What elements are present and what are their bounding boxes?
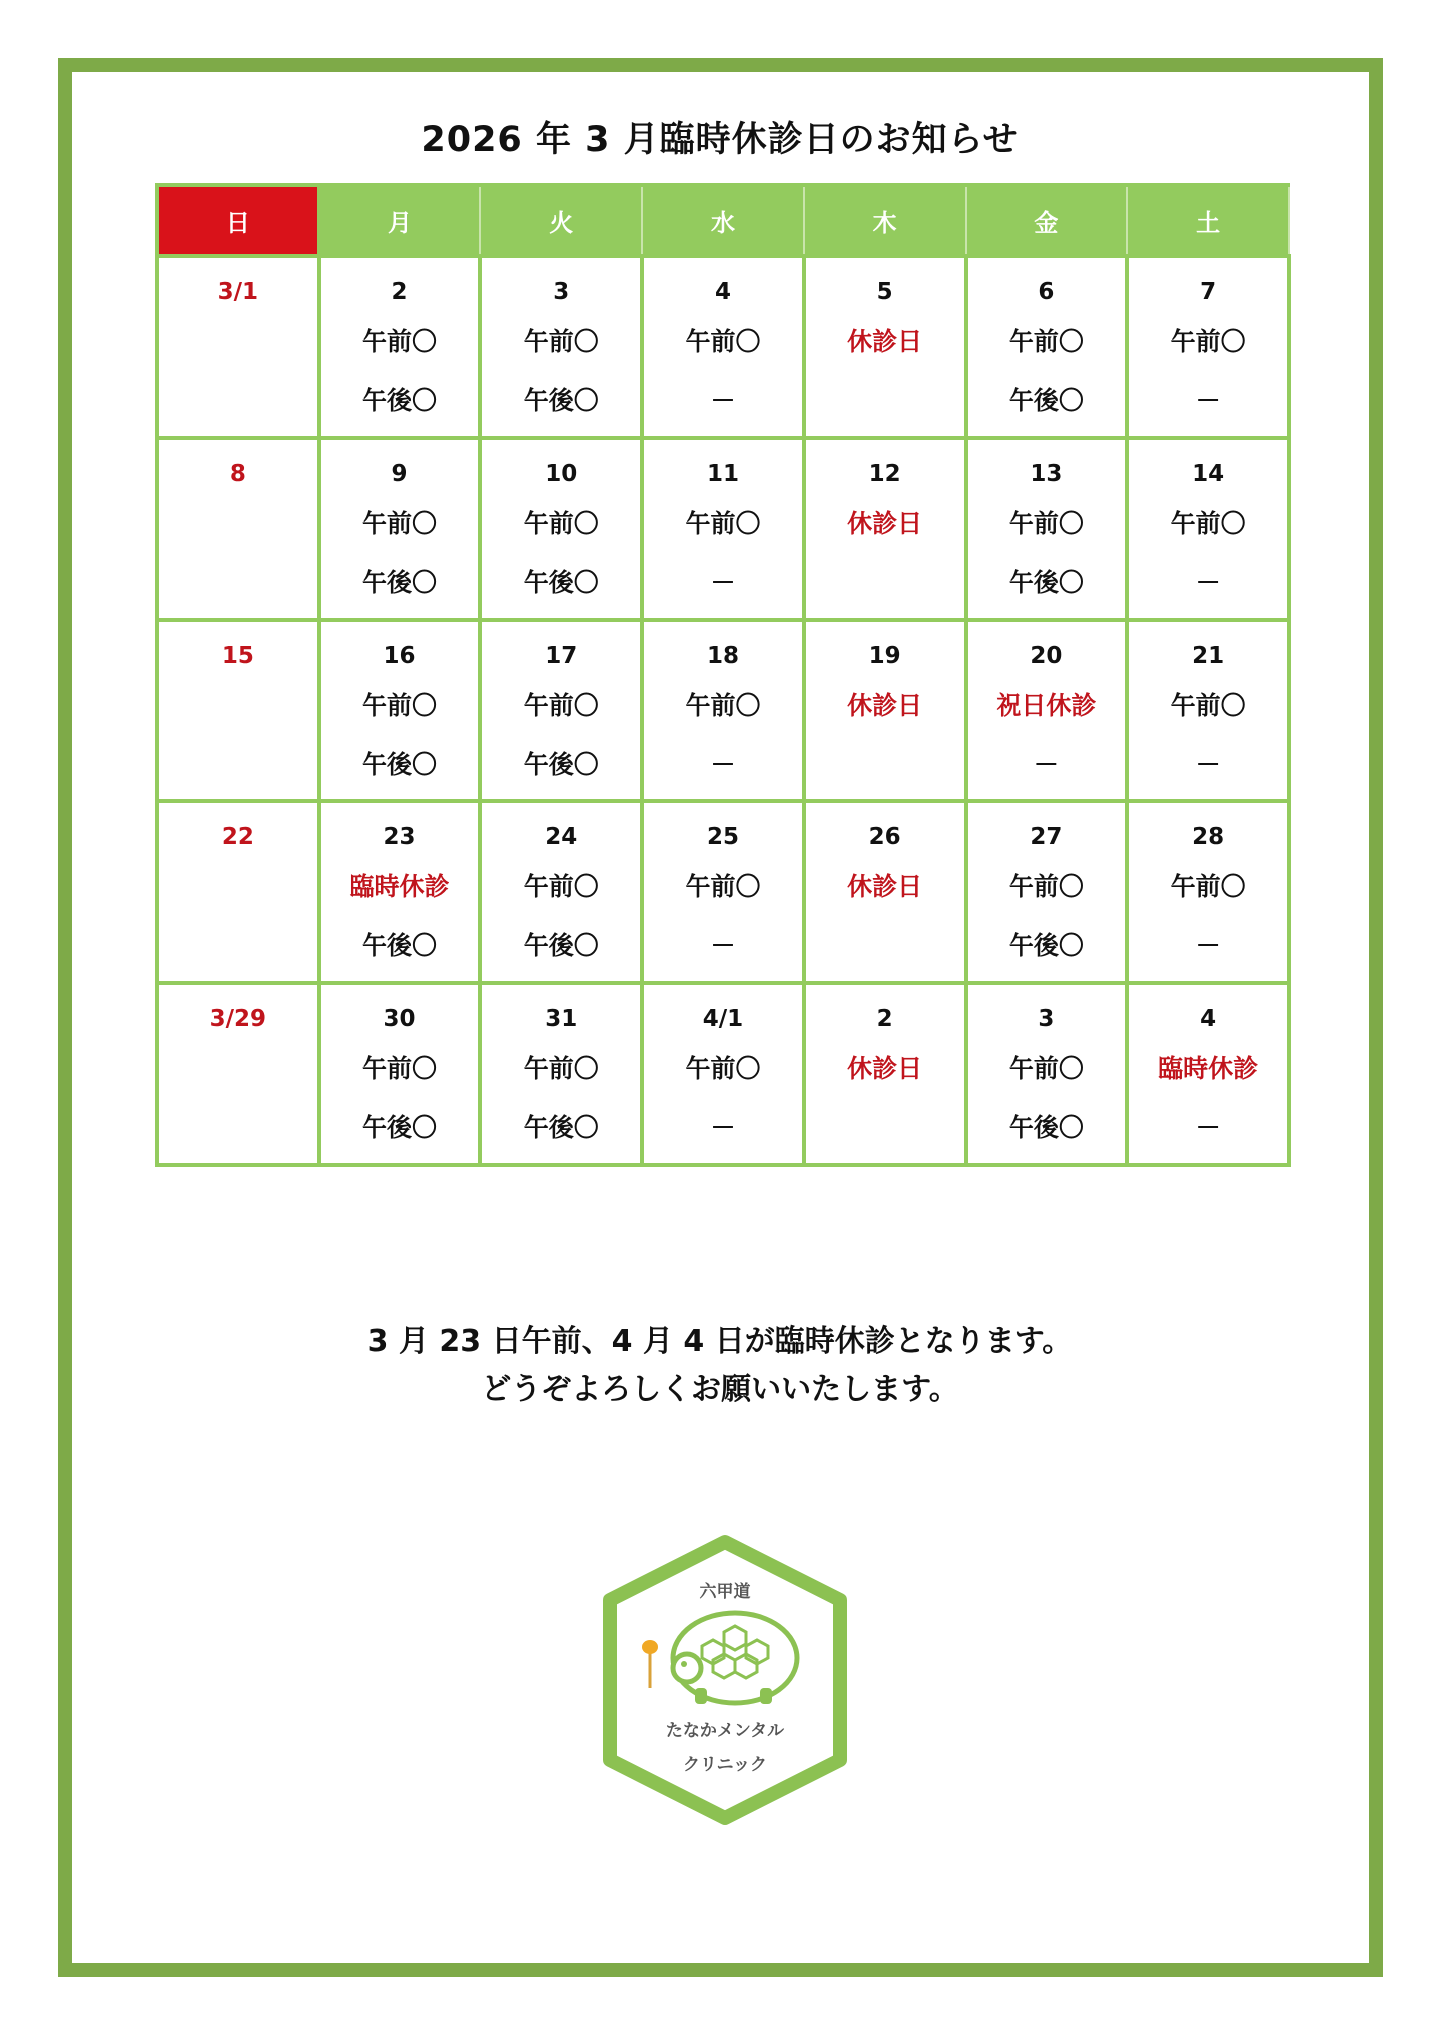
day-number: 3 [553,279,570,305]
calendar-day-cell [157,438,319,620]
logo-top-text: 六甲道 [699,1582,751,1602]
day-number: 30 [383,1006,416,1033]
day-number: 28 [1192,824,1225,851]
closed-label: 休診日 [847,690,923,720]
calendar-week-row [157,801,1289,983]
notice-line-1: 3 月 23 日午前、4 月 4 日が臨時休診となります。 [367,1324,1073,1359]
weekday-header-sun: 日 [157,185,319,256]
day-number: 2 [876,1006,893,1033]
morning-status: 午前〇 [1008,1054,1084,1084]
day-number: 3/1 [217,279,259,305]
day-number: 19 [868,642,901,669]
calendar-day-cell [1127,620,1289,802]
day-number: 3 [1038,1006,1055,1033]
calendar-week-row [157,620,1289,802]
weekday-header-tue: 火 [480,185,642,256]
day-number: 4/1 [702,1006,744,1033]
calendar-day-cell [1127,801,1289,983]
morning-status: 午前〇 [1008,327,1084,356]
calendar-day-cell [480,620,642,802]
day-number: 18 [706,642,739,669]
calendar-day-cell [804,983,966,1165]
day-number: 15 [221,642,254,669]
afternoon-status: － [1195,1113,1221,1143]
calendar-day-cell [1127,438,1289,620]
afternoon-status [806,916,964,975]
calendar-day-cell [966,256,1128,438]
logo-name-line-2: クリニック [683,1755,767,1775]
calendar-day-cell [1127,983,1289,1165]
calendar-day-cell [480,438,642,620]
afternoon-status [806,1098,964,1157]
day-number: 4 [1200,1006,1217,1033]
day-number: 7 [1200,279,1217,305]
morning-status [159,312,317,371]
weekday-header-sat: 土 [1127,185,1289,256]
day-number: 14 [1192,460,1225,487]
afternoon-status: － [1195,749,1221,779]
day-number: 31 [545,1006,578,1033]
morning-status [159,676,317,735]
calendar-day-cell [319,801,481,983]
afternoon-status: － [710,1113,736,1143]
calendar-week-row [157,983,1289,1165]
morning-status: 午前〇 [362,327,438,356]
calendar-day-cell [480,801,642,983]
morning-status: 午前〇 [685,327,761,356]
day-number: 26 [868,824,901,851]
afternoon-status: － [710,931,736,961]
day-number: 9 [391,460,408,487]
afternoon-status: － [710,567,736,597]
day-number: 13 [1030,460,1063,487]
morning-status: 午前〇 [523,690,599,720]
day-number: 17 [545,642,578,669]
calendar-day-cell [642,620,804,802]
afternoon-status: 午後〇 [1008,931,1084,961]
morning-status: 午前〇 [1170,327,1246,356]
day-number: 20 [1030,642,1063,669]
afternoon-status: － [1033,749,1059,779]
calendar-day-cell [804,438,966,620]
afternoon-status: － [1195,386,1221,415]
day-number: 22 [221,824,254,851]
afternoon-status: 午後〇 [523,386,599,415]
afternoon-status: 午後〇 [362,567,438,597]
afternoon-status [159,553,317,612]
afternoon-status: 午後〇 [523,1113,599,1143]
day-number: 3/29 [209,1006,267,1033]
closed-label: 臨時休診 [349,872,450,902]
afternoon-status: － [710,749,736,779]
closed-label: 休診日 [847,872,923,902]
calendar-day-cell [966,438,1128,620]
afternoon-status: － [710,386,736,415]
morning-status: 午前〇 [523,1054,599,1084]
afternoon-status: 午後〇 [362,749,438,779]
morning-status: 午前〇 [523,327,599,356]
afternoon-status: 午後〇 [362,386,438,415]
morning-status: 午前〇 [362,508,438,538]
day-number: 2 [391,279,408,305]
calendar-day-cell [319,983,481,1165]
clinic-logo [590,1530,860,1830]
calendar-day-cell [480,983,642,1165]
weekday-header-thu: 木 [804,185,966,256]
morning-status: 午前〇 [1170,872,1246,902]
day-number: 12 [868,460,901,487]
afternoon-status [806,371,964,430]
closed-label: 臨時休診 [1158,1054,1259,1084]
afternoon-status [159,371,317,430]
morning-status: 午前〇 [1008,508,1084,538]
day-number: 24 [545,824,578,851]
weekday-header-fri: 金 [966,185,1128,256]
day-number: 16 [383,642,416,669]
weekday-header-wed: 水 [642,185,804,256]
morning-status: 午前〇 [1008,872,1084,902]
afternoon-status: 午後〇 [362,1113,438,1143]
calendar-day-cell [642,256,804,438]
morning-status: 午前〇 [685,1054,761,1084]
day-number: 4 [714,279,731,305]
afternoon-status: 午後〇 [1008,567,1084,597]
calendar-day-cell [157,620,319,802]
calendar-day-cell [319,620,481,802]
calendar-day-cell [157,983,319,1165]
afternoon-status [159,735,317,794]
calendar-day-cell [642,438,804,620]
calendar-week-row [157,438,1289,620]
closed-label: 休診日 [847,1054,923,1084]
afternoon-status: － [1195,931,1221,961]
morning-status: 午前〇 [685,872,761,902]
calendar-day-cell [1127,256,1289,438]
day-number: 21 [1192,642,1225,669]
morning-status: 午前〇 [523,508,599,538]
morning-status [159,494,317,553]
morning-status: 午前〇 [685,508,761,538]
afternoon-status [806,735,964,794]
day-number: 5 [876,279,893,305]
weekday-header-row [157,185,1289,256]
day-number: 10 [545,460,578,487]
afternoon-status: 午後〇 [523,749,599,779]
closed-label: 休診日 [847,508,923,538]
afternoon-status [159,1098,317,1157]
afternoon-status: － [1195,567,1221,597]
day-number: 8 [229,460,246,487]
morning-status: 午前〇 [523,872,599,902]
afternoon-status: 午後〇 [1008,1113,1084,1143]
day-number: 6 [1038,279,1055,305]
calendar-week-row [157,256,1289,438]
page-title: 2026 年 3 月臨時休診日のお知らせ [421,120,1019,160]
weekday-header-mon: 月 [319,185,481,256]
calendar-day-cell [966,983,1128,1165]
calendar-day-cell [804,801,966,983]
calendar-day-cell [966,620,1128,802]
calendar-day-cell [642,801,804,983]
morning-status: 午前〇 [685,690,761,720]
afternoon-status [806,553,964,612]
calendar-day-cell [319,438,481,620]
logo-name-line-1: たなかメンタル [665,1721,785,1741]
morning-status [159,857,317,916]
calendar-day-cell [804,256,966,438]
afternoon-status: 午後〇 [1008,386,1084,415]
calendar-day-cell [319,256,481,438]
closed-label: 休診日 [847,327,923,356]
notice-line-2: どうぞよろしくお願いいたします。 [481,1372,959,1407]
morning-status: 午前〇 [1170,690,1246,720]
calendar-day-cell [157,801,319,983]
closure-notice [0,1318,1440,1414]
calendar-day-cell [157,256,319,438]
day-number: 25 [706,824,739,851]
morning-status: 午前〇 [362,1054,438,1084]
calendar-day-cell [966,801,1128,983]
closed-label: 祝日休診 [996,690,1097,720]
day-number: 23 [383,824,416,851]
morning-status [159,1039,317,1098]
calendar-table [155,183,1291,1167]
calendar-day-cell [642,983,804,1165]
afternoon-status: 午後〇 [523,567,599,597]
morning-status: 午前〇 [1170,508,1246,538]
calendar-day-cell [480,256,642,438]
morning-status: 午前〇 [362,690,438,720]
afternoon-status [159,916,317,975]
day-number: 11 [706,460,739,487]
day-number: 27 [1030,824,1063,851]
calendar-day-cell [804,620,966,802]
afternoon-status: 午後〇 [523,931,599,961]
afternoon-status: 午後〇 [362,931,438,961]
